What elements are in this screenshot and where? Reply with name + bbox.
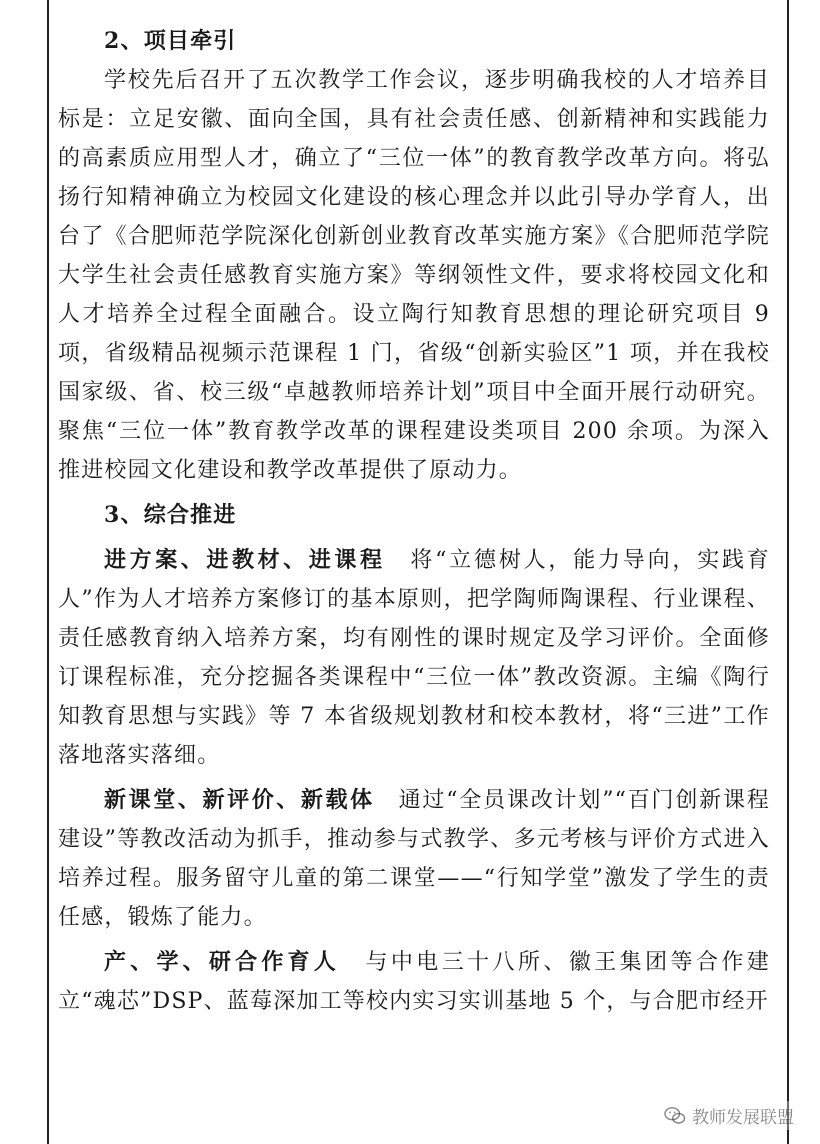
section-3-item-3-lead: 产、学、研合作育人: [104, 949, 341, 975]
section-3-item-1: [58, 541, 770, 775]
watermark-text: 教师发展联盟: [692, 1108, 794, 1128]
section-2-paragraph: 学校先后召开了五次教学工作会议，逐步明确我校的人才培养目标是：立足安徽、面向全国，具有社会责任感、创新精神和实践能力的高素质应用型人才，确立了“三位一体”的教育教学改革方向。将弘扬行知精神确立为校园文化建设的核心理念并以此引导办学育人，出台了《合肥师范学院深化创新创业教育改革实施方案》《合肥师范学院大学生社会责任感教育实施方案》等纲领性文件，要求将校园文化和人才培养全过程全面融合。设立陶行知教育思想的理论研究项目 9 项，省级精品视频示范课程 1 门，省级“创新实验区”1 项，并在我校国家级、省、校三级“卓越教师培养计划”项目中全面开展行动研究。聚焦“三位一体”教育教学改革的课程建设类项目 200 余项。为深入推进校园文化建设和教学改革提供了原动力。: [58, 68, 770, 483]
watermark: [660, 1101, 798, 1130]
wechat-icon: [664, 1106, 686, 1126]
section-3-heading: 3、综合推进: [104, 502, 237, 528]
section-3-item-1-text: 将“立德树人，能力导向，实践育人”作为人才培养方案修订的基本原则，把学陶师陶课程、行业课程、责任感教育纳入培养方案，均有刚性的课时规定及学习评价。全面修订课程标准，充分挖掘各类课程中“三位一体”教改资源。主编《陶行知教育思想与实践》等 7 本省级规划教材和校本教材，将“三进”工作落地落实落细。: [58, 548, 770, 768]
document-body: [58, 22, 770, 1021]
section-3-item-1-lead: 进方案、进教材、进课程: [104, 547, 386, 573]
section-3-item-2-text: 通过“全员课改计划”“百门创新课程建设”等教改活动为抓手，推动参与式教学、多元考核与评价方式进入培养过程。服务留守儿童的第二课堂——“行知学堂”激发了学生的责任感，锻炼了能力。: [58, 788, 770, 930]
section-2-heading: 2、项目牵引: [104, 28, 237, 54]
section-3-item-2: [58, 781, 770, 937]
section-3-item-3-text: 与中电三十八所、徽王集团等合作建立“魂芯”DSP、蓝莓深加工等校内实习实训基地 5 个，与合肥市经开: [58, 950, 770, 1014]
section-3-item-3: [58, 943, 770, 1021]
section-3-item-2-lead: 新课堂、新评价、新载体: [104, 787, 375, 813]
